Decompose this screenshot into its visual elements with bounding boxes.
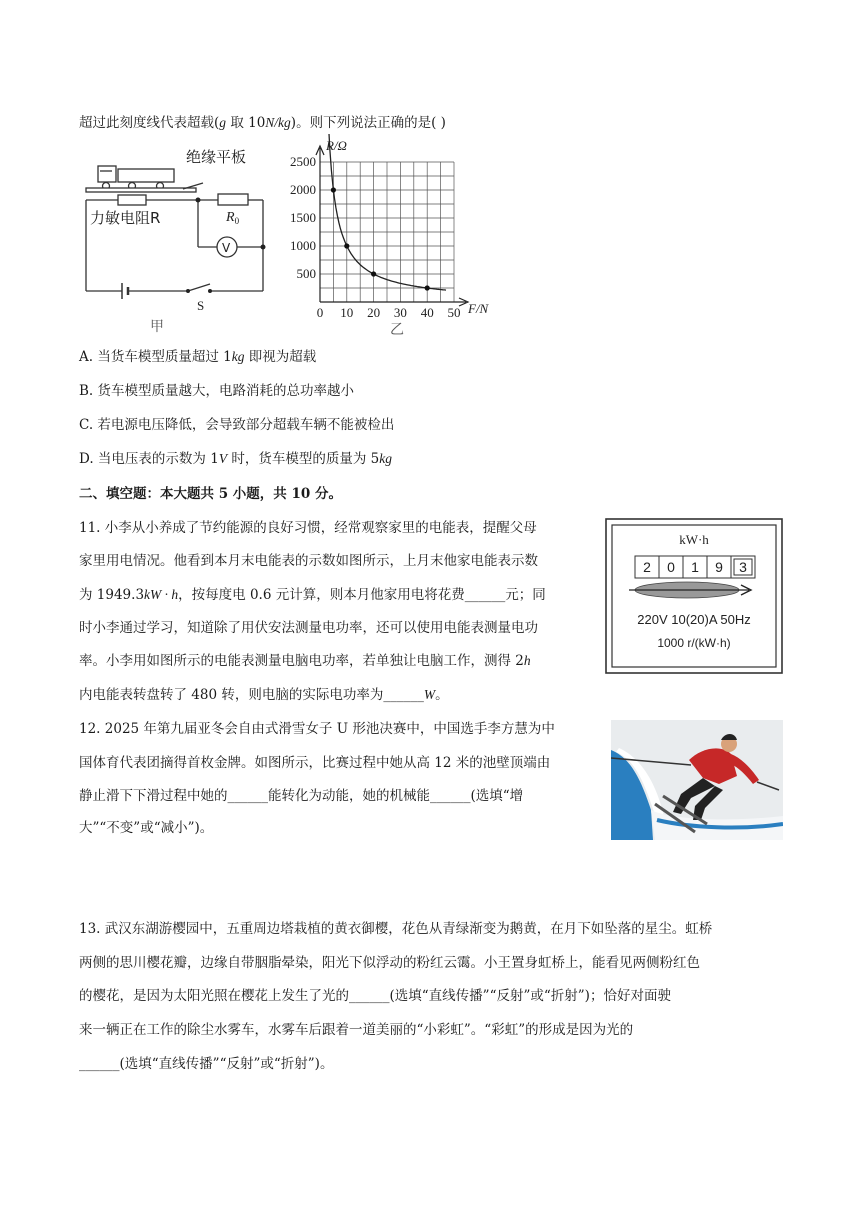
data-point (425, 285, 430, 290)
sensor-label: 力敏电阻R (90, 209, 161, 227)
meter-digit: 1 (691, 559, 699, 575)
q13-line3: 的樱花，是因为太阳光照在樱花上发生了光的______(选填“直线传播”“反射”或“折射”)；恰好对面驶 (79, 988, 671, 1004)
switch-label: S (197, 298, 205, 313)
q11-line2: 家里用电情况。他看到本月末电能表的示数如图所示，上月末他家电能表示数 (79, 553, 538, 569)
y-tick-label: 2000 (290, 182, 316, 197)
meter-rate: 1000 r/(kW·h) (657, 636, 731, 650)
meter-digit: 9 (715, 559, 723, 575)
intro-line: 超过此刻度线代表超载(g 取 10N/kg)。则下列说法正确的是( ) (79, 115, 446, 131)
q13-line2: 两侧的思川樱花瓣，边缘自带胭脂晕染，阳光下似浮动的粉红云霭。小王置身虹桥上，能看见两侧粉红色 (79, 955, 700, 971)
voltmeter-label: V (222, 241, 231, 255)
y-tick-label: 500 (296, 266, 316, 281)
meter-unit: kW·h (679, 532, 709, 547)
x-tick-label: 10 (340, 305, 354, 320)
x-tick-label: 40 (420, 305, 434, 320)
data-point (371, 271, 376, 276)
x-tick-label: 20 (367, 305, 381, 320)
section-heading: 二、填空题：本大题共 5 小题，共 10 分。 (79, 486, 342, 502)
q11-line1: 11. 小李从小养成了节约能源的良好习惯，经常观察家里的电能表，提醒父母 (79, 520, 537, 536)
option-a: A. 当货车模型质量超过 1kg 即视为超载 (79, 349, 317, 365)
resistance-force-graph (284, 134, 504, 342)
option-b: B. 货车模型质量越大，电路消耗的总功率越小 (79, 383, 355, 399)
electric-meter (605, 518, 783, 674)
q12-line3: 静止滑下下滑过程中她的______能转化为动能，她的机械能______(选填“增 (79, 788, 524, 804)
q11-line6: 内电能表转盘转了 480 转，则电脑的实际电功率为______W。 (79, 687, 449, 703)
x-axis-label: F/N (468, 301, 489, 316)
skier-photo (611, 720, 783, 840)
data-point (344, 243, 349, 248)
plate-label: 绝缘平板 (186, 148, 247, 166)
meter-digit: 2 (643, 559, 651, 575)
caption-yi: 乙 (390, 322, 404, 338)
truck-icon (98, 166, 174, 190)
x-tick-label: 50 (447, 305, 461, 320)
y-tick-label: 1500 (290, 210, 316, 225)
q11-line3: 为 1949.3kW · h，按每度电 0.6 元计算，则本月他家用电将花费______元；同 (79, 587, 546, 603)
q12-line4: 大”“不变”或“减小”)。 (79, 820, 214, 836)
q12-line1: 12. 2025 年第九届亚冬会自由式滑雪女子 U 形池决赛中，中国选手李方慧为中 (79, 721, 555, 737)
x-tick-label: 30 (393, 305, 407, 320)
meter-spec: 220V 10(20)A 50Hz (637, 612, 751, 627)
meter-digit: 3 (739, 559, 747, 575)
y-tick-label: 1000 (290, 238, 316, 253)
x-tick-label: 0 (316, 305, 324, 320)
option-d: D. 当电压表的示数为 1V 时，货车模型的质量为 5kg (79, 451, 392, 467)
q11-line5: 率。小李用如图所示的电能表测量电脑电功率，若单独让电脑工作，测得 2h (79, 653, 531, 669)
q12-line2: 国体育代表团摘得首枚金牌。如图所示，比赛过程中她从高 12 米的池壁顶端由 (79, 755, 551, 771)
y-axis-label: R/Ω (326, 138, 347, 153)
y-tick-label: 2500 (290, 154, 316, 169)
r0-label: $R_0$ (226, 210, 240, 226)
q13-line5: ______(选填“直线传播”“反射”或“折射”)。 (79, 1056, 334, 1072)
data-curve (325, 134, 446, 290)
q13-line4: 来一辆正在工作的除尘水雾车，水雾车后跟着一道美丽的“小彩虹”。“彩虹”的形成是因为光的 (79, 1022, 634, 1038)
caption-jia: 甲 (150, 319, 164, 335)
q11-line4: 时小李通过学习，知道除了用伏安法测量电功率，还可以使用电能表测量电功 (79, 620, 538, 636)
option-c: C. 若电源电压降低，会导致部分超载车辆不能被检出 (79, 417, 395, 433)
meter-digit: 0 (667, 559, 675, 575)
data-point (331, 187, 336, 192)
circuit-diagram (78, 143, 278, 338)
q13-line1: 13. 武汉东湖游樱园中，五重周边塔栽植的黄衣御樱，花色从青绿渐变为鹅黄，在月下如坠落的星尘。虹桥 (79, 921, 713, 937)
